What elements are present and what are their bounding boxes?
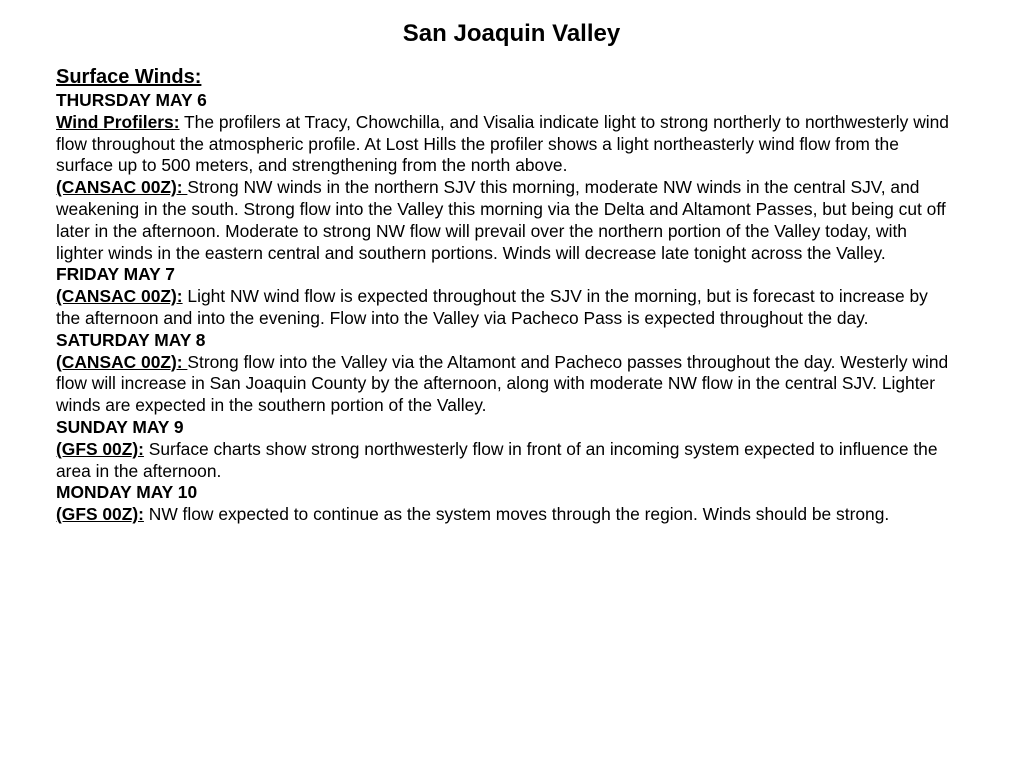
paragraph-label: (CANSAC 00Z): (56, 351, 188, 372)
paragraph-label: (GFS 00Z): (56, 438, 144, 459)
paragraph-label: (GFS 00Z): (56, 504, 144, 525)
slide-title: San Joaquin Valley (402, 20, 621, 47)
paragraph-gfs-sunday (56, 439, 956, 483)
paragraph-label: (CANSAC 00Z): (56, 286, 183, 307)
paragraph-text: The profilers at Tracy, Chowchilla, and Visalia indicate light to strong northerly to northwesterly wind flow throughout the atmospheric profile. At Lost Hills the profiler shows a light northeasterly wind flow from the surface up to 500 meters, and strengthening from the north above. (56, 111, 949, 176)
paragraph-cansac-thursday (56, 177, 956, 264)
paragraph-text: NW flow expected to continue as the system moves through the region. Winds should be strong. (143, 504, 890, 525)
day-heading-thursday: THURSDAY MAY 6 (56, 90, 207, 110)
day-heading-friday: FRIDAY MAY 7 (56, 264, 175, 285)
paragraph-cansac-friday (56, 286, 956, 330)
paragraph-cansac-saturday (56, 352, 956, 417)
forecast-body (56, 65, 956, 526)
section-heading: Surface Winds: (56, 66, 202, 88)
day-heading-sunday: SUNDAY MAY 9 (56, 416, 184, 437)
paragraph-text: Strong NW winds in the northern SJV this morning, moderate NW winds in the central SJV, and weakening in the south. Strong flow into the Valley this morning via the Delta and Altamont Passes, but being cut off later in the afternoon. Moderate to strong NW flow will prevail over the northern portion of the Valley today, with lighter winds in the eastern central and southern portions. Winds will decrease late tonight across the Valley. (56, 177, 946, 263)
paragraph-text: Light NW wind flow is expected throughout the SJV in the morning, but is forecast to increase by the afternoon and into the evening. Flow into the Valley via Pacheco Pass is expected throughout the day. (56, 286, 928, 328)
day-heading-saturday: SATURDAY MAY 8 (56, 329, 206, 350)
paragraph-text: Surface charts show strong northwesterly flow in front of an incoming system expected to influence the area in the afternoon. (56, 438, 938, 481)
paragraph-text: Strong flow into the Valley via the Altamont and Pacheco passes throughout the day. Westerly wind flow will increase in San Joaquin County by the afternoon, along with moderate NW flow in the central SJV. Lighter winds are expected in the southern portion of the Valley. (56, 351, 949, 416)
paragraph-label: Wind Profilers: (56, 111, 180, 132)
paragraph-wind-profilers (56, 112, 956, 177)
paragraph-label: (CANSAC 00Z): (56, 177, 188, 198)
day-heading-monday: MONDAY MAY 10 (56, 482, 198, 503)
paragraph-gfs-monday (56, 504, 956, 526)
